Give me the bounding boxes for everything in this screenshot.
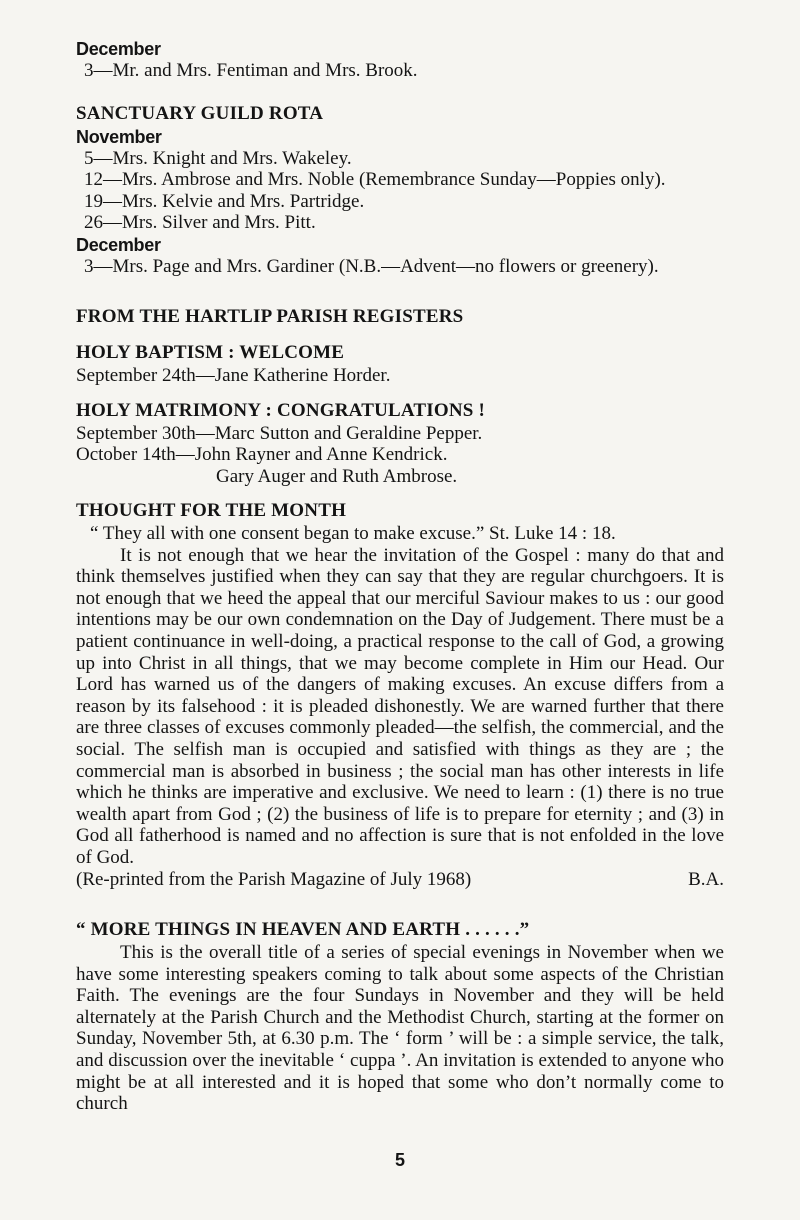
rota-entry: 19—Mrs. Kelvie and Mrs. Partridge. xyxy=(84,190,365,212)
sanctuary-guild-heading: SANCTUARY GUILD ROTA xyxy=(76,102,324,124)
thought-heading: THOUGHT FOR THE MONTH xyxy=(76,500,347,521)
matrimony-entry: Gary Auger and Ruth Ambrose. xyxy=(216,465,458,487)
rota-entry: 3—Mrs. Page and Mrs. Gardiner (N.B.—Advent—no flowers or greenery). xyxy=(84,255,659,277)
author-initials: B.A. xyxy=(688,868,724,890)
rota-entry: 3—Mr. and Mrs. Fentiman and Mrs. Brook. xyxy=(84,60,418,81)
month-heading-november: November xyxy=(76,126,162,147)
matrimony-heading: HOLY MATRIMONY : CONGRATULATIONS ! xyxy=(76,399,485,421)
registers-heading: FROM THE HARTLIP PARISH REGISTERS xyxy=(76,306,464,327)
page-number: 5 xyxy=(394,1150,405,1170)
rota-entry: 5—Mrs. Knight and Mrs. Wakeley. xyxy=(84,147,352,169)
scripture-quote: “ They all with one consent began to make excuse.” St. Luke 14 : 18. xyxy=(90,523,616,544)
baptism-heading: HOLY BAPTISM : WELCOME xyxy=(76,342,345,363)
matrimony-entry: October 14th—John Rayner and Anne Kendrick. xyxy=(76,444,448,465)
rota-entry: 26—Mrs. Silver and Mrs. Pitt. xyxy=(84,212,316,233)
baptism-entry: September 24th—Jane Katherine Horder. xyxy=(76,365,391,386)
rota-entry: 12—Mrs. Ambrose and Mrs. Noble (Remembrance Sunday—Poppies only). xyxy=(84,169,666,190)
reprint-credit xyxy=(76,869,724,891)
thought-body: It is not enough that we hear the invitation of the Gospel : many do that and think themselves justified when they can say that they are regular churchgoers. It is not enough that we heed the appeal that our merciful Saviour makes to us : our good intentions may be our own condemnation on the Day of Judgement. There must be a patient continuance in well-doing, a practical response to the call of God, a growing up into Christ in all things, that we may become complete in Him our Head. Our Lord has warned us of the dangers of making excuses. An excuse differs from a reason by its falsehood : it is pleaded dishonestly. We are warned further that there are three classes of excuses commonly pleaded—the selfish, the commercial, and the social. The selfish man is occupied and satisfied with things as they are ; the commercial man is absorbed in business ; the social man has other interests in life which he thinks are imperative and exclusive. We need to learn : (1) there is no true wealth apart from God ; (2) the business of life is to prepare for eternity ; and (3) in God all fatherhood is named and no affection is sure that is not enfolded in the love of God. xyxy=(76,544,724,868)
matrimony-entry: September 30th—Marc Sutton and Geraldine Pepper. xyxy=(76,422,483,444)
heaven-earth-body: This is the overall title of a series of special evenings in November when we have some interesting speakers coming to talk about some aspects of the Christian Faith. The evenings are the four Sundays in November and they will be held alternately at the Parish Church and the Methodist Church, starting at the former on Sunday, November 5th, at 6.30 p.m. The ‘ form ’ will be : a simple service, the talk, and discussion over the inevitable ‘ cuppa ’. An invitation is extended to anyone who might be at all interested and it is hoped that some who don’t normally come to church xyxy=(76,942,724,1115)
reprint-source: (Re-printed from the Parish Magazine of July 1968) xyxy=(76,868,472,890)
heaven-earth-heading: “ MORE THINGS IN HEAVEN AND EARTH . . . . . .” xyxy=(76,919,530,941)
month-heading-december: December xyxy=(76,234,161,255)
month-heading-december-top: December xyxy=(76,39,161,59)
